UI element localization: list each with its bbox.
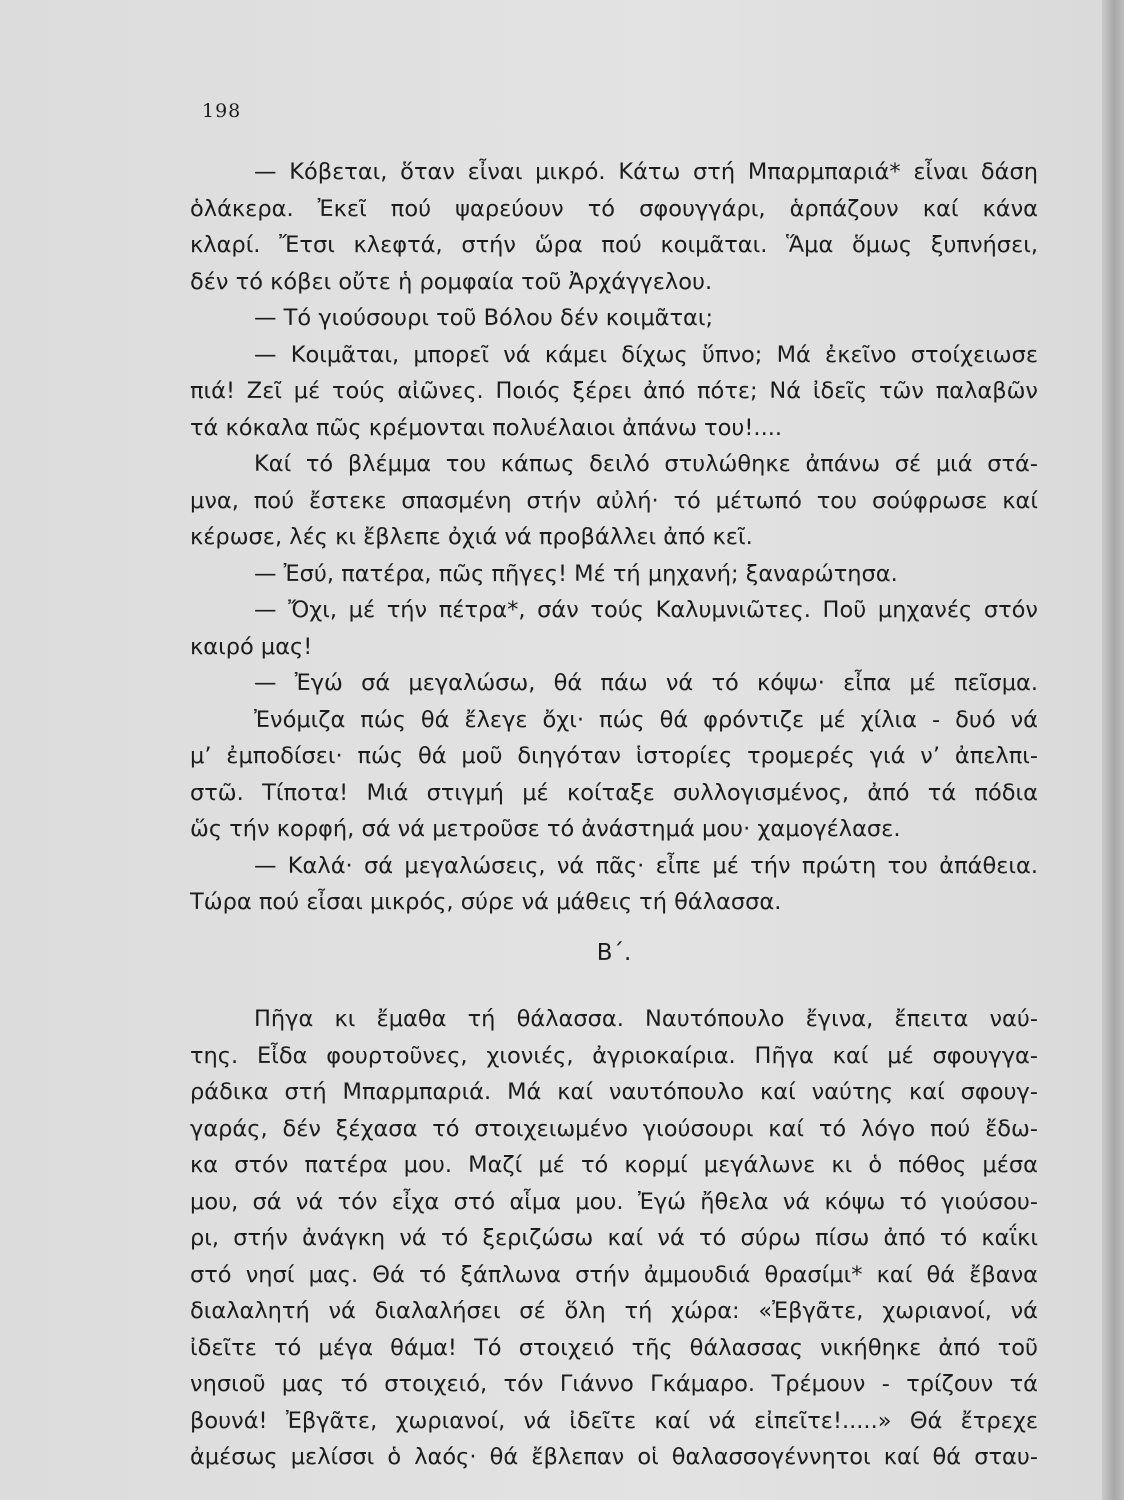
text-line: νησιοῦ μας τό στοιχειό, τόν Γιάννο Γκάμαρο. Τρέμουν - τρίζουν τά [190, 1371, 1038, 1397]
section-marker: Β΄. [596, 939, 632, 966]
text-line: Ἐνόμιζα πώς θά ἔλεγε ὄχι· πώς θά φρόντιζε μέ χίλια - δυό νά [254, 706, 1038, 733]
text-line: ὥς τήν κορφή, σά νά μετροῦσε τό ἀνάστημά μου· χαμογέλασε. [190, 816, 901, 842]
text-line: μνα, πού ἔστεκε σπασμένη στήν αὐλή· τό μέτωπό του σούφρωσε καί [190, 487, 1038, 514]
text-line: Τώρα πού εἶσαι μικρός, σύρε νά μάθεις τή θάλασσα. [190, 889, 782, 915]
text-line: κέρωσε, λές κι ἔβλεπε ὀχιά νά προβάλλει ἀπό κεῖ. [190, 524, 753, 550]
text-line: ράδικα στή Μπαρμπαριά. Μά καί ναυτόπουλο καί ναύτης καί σφουγ- [190, 1079, 1038, 1105]
text-line: — Ὄχι, μέ τήν πέτρα*, σάν τούς Καλυμνιῶτες. Ποῦ μηχανές στόν [254, 597, 1038, 623]
text-line: κλαρί. Ἔτσι κλεφτά, στήν ὥρα πού κοιμᾶται. Ἅμα ὅμως ξυπνήσει, [190, 232, 1038, 258]
text-line: ρι, στήν ἀνάγκη νά τό ξεριζώσω καί νά τό σύρω πίσω ἀπό τό καΐκι [190, 1225, 1038, 1251]
text-line: — Καλά· σά μεγαλώσεις, νά πᾶς· εἶπε μέ τήν πρώτη του ἀπάθεια. [254, 852, 1038, 879]
text-line: ἰδεῖτε τό μέγα θάμα! Τό στοιχειό τῆς θάλασσας νικήθηκε ἀπό τοῦ [190, 1334, 1038, 1361]
text-line: ὁλάκερα. Ἐκεῖ πού ψαρεύουν τό σφουγγάρι, ἁρπάζουν καί κάνα [190, 195, 1038, 222]
text-line: πιά! Ζεῖ μέ τούς αἰῶνες. Ποιός ξέρει ἀπό πότε; Νά ἰδεῖς τῶν παλαβῶν [190, 378, 1038, 404]
text-line: — Κόβεται, ὅταν εἶναι μικρό. Κάτω στή Μπαρμπαριά* εἶναι δάση [254, 159, 1038, 185]
text-line: — Τό γιούσουρι τοῦ Βόλου δέν κοιμᾶται; [254, 305, 714, 331]
text-line: Καί τό βλέμμα του κάπως δειλό στυλώθηκε ἀπάνω σέ μιά στά- [254, 451, 1038, 477]
text-line: — Ἐγώ σά μεγαλώσω, θά πάω νά τό κόψω· εἶπα μέ πεῖσμα. [254, 670, 1038, 696]
text-line: μου, σά νά τόν εἶχα στό αἷμα μου. Ἐγώ ἤθελα νά κόψω τό γιούσου- [190, 1188, 1038, 1215]
text-line: — Ἐσύ, πατέρα, πῶς πῆγες! Μέ τή μηχανή; ξαναρώτησα. [254, 560, 898, 587]
text-line: γαράς, δέν ξέχασα τό στοιχειωμένο γιούσουρι καί τό λόγο πού ἔδω- [190, 1115, 1038, 1142]
text-line: δέν τό κόβει οὔτε ἡ ρομφαία τοῦ Ἀρχάγγελου. [190, 268, 713, 295]
text-line: τά κόκαλα πῶς κρέμονται πολυέλαιοι ἀπάνω του!.... [190, 414, 783, 441]
text-line: Πῆγα κι ἔμαθα τή θάλασσα. Ναυτόπουλο ἔγινα, ἔπειτα ναύ- [254, 1006, 1038, 1032]
page-text [190, 154, 1038, 1476]
text-line: — Κοιμᾶται, μπορεῖ νά κάμει δίχως ὕπνο; Μά ἐκεῖνο στοίχειωσε [254, 341, 1038, 368]
text-line: στῶ. Τίποτα! Μιά στιγμή μέ κοίταξε συλλογισμένος, ἀπό τά πόδια [190, 779, 1038, 806]
text-line: διαλαλητή νά διαλαλήσει σέ ὅλη τή χώρα: «Ἐβγᾶτε, χωριανοί, νά [190, 1298, 1038, 1324]
text-line: μ’ ἐμποδίσει· πώς θά μοῦ διηγόταν ἱστορίες τρομερές γιά ν’ ἀπελπι- [190, 743, 1038, 769]
page-edge [1102, 0, 1124, 1500]
page-number: 198 [202, 100, 242, 122]
text-line: κα στόν πατέρα μου. Μαζί μέ τό κορμί μεγάλωνε κι ὁ πόθος μέσα [190, 1152, 1038, 1178]
text-line: καιρό μας! [190, 633, 313, 660]
text-line: της. Εἶδα φουρτοῦνες, χιονιές, ἀγριοκαίρια. Πῆγα καί μέ σφουγγα- [190, 1042, 1038, 1069]
text-line: στό νησί μας. Θά τό ξάπλωνα στήν ἀμμουδιά θρασίμι* καί θά ἔβανα [190, 1261, 1038, 1288]
text-line: ἀμέσως μελίσσι ὁ λαός· θά ἔβλεπαν οἱ θαλασσογέννητοι καί θά σταυ- [190, 1444, 1038, 1470]
text-line: βουνά! Ἐβγᾶτε, χωριανοί, νά ἰδεῖτε καί νά εἰπεῖτε!.....» Θά ἔτρεχε [190, 1407, 1038, 1434]
